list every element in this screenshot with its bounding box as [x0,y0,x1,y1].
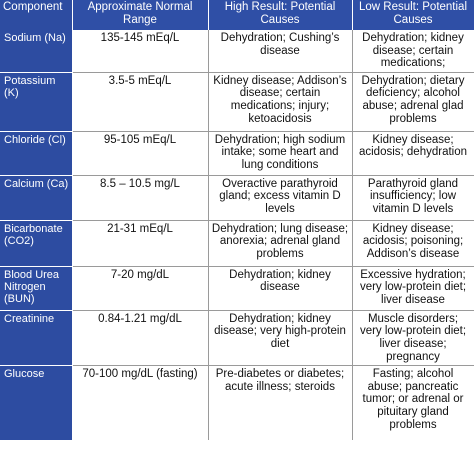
table-row [0,366,474,440]
header-high-result: High Result: Potential Causes [208,0,352,30]
table-row [0,30,474,72]
table-row [0,310,474,365]
header-low-result: Low Result: Potential Causes [352,0,474,30]
range-cell: 7-20 mg/dL [72,266,208,310]
component-cell: Bicarbonate (CO2) [0,220,72,266]
low-cause-cell: Dehydration; kidney disease; certain medications; [352,30,474,72]
table-row [0,266,474,310]
low-cause-cell: Kidney disease; acidosis; poisoning; Addison’s disease [352,220,474,266]
component-cell: Sodium (Na) [0,30,72,72]
component-cell: Blood Urea Nitrogen (BUN) [0,266,72,310]
high-cause-cell: Dehydration; kidney disease [208,266,352,310]
high-cause-cell: Dehydration; high sodium intake; some heart and lung conditions [208,131,352,175]
high-cause-cell: Dehydration; lung disease; anorexia; adrenal gland problems [208,220,352,266]
high-cause-cell: Kidney disease; Addison’s disease; certain medications; injury; ketoacidosis [208,72,352,131]
low-cause-cell: Fasting; alcohol abuse; pancreatic tumor; or adrenal or pituitary gland problems [352,366,474,440]
component-cell: Chloride (Cl) [0,131,72,175]
range-cell: 21-31 mEq/L [72,220,208,266]
high-cause-cell: Dehydration; Cushing’s disease [208,30,352,72]
low-cause-cell: Parathyroid gland insufficiency; low vitamin D levels [352,175,474,220]
header-normal-range: Approximate Normal Range [72,0,208,30]
header-row [0,0,474,30]
high-cause-cell: Overactive parathyroid gland; excess vitamin D levels [208,175,352,220]
low-cause-cell: Excessive hydration; very low-protein diet; liver disease [352,266,474,310]
high-cause-cell: Dehydration; kidney disease; very high-protein diet [208,310,352,365]
range-cell: 3.5-5 mEq/L [72,72,208,131]
component-cell: Potassium (K) [0,72,72,131]
range-cell: 8.5 – 10.5 mg/L [72,175,208,220]
low-cause-cell: Muscle disorders; very low-protein diet; liver disease; pregnancy [352,310,474,365]
table-row [0,131,474,175]
range-cell: 95-105 mEq/L [72,131,208,175]
table-row [0,72,474,131]
component-cell: Creatinine [0,310,72,365]
range-cell: 0.84-1.21 mg/dL [72,310,208,365]
range-cell: 70-100 mg/dL (fasting) [72,366,208,440]
header-component: Component [0,0,72,30]
low-cause-cell: Kidney disease; acidosis; dehydration [352,131,474,175]
range-cell: 135-145 mEq/L [72,30,208,72]
table-row [0,220,474,266]
high-cause-cell: Pre-diabetes or diabetes; acute illness; steroids [208,366,352,440]
component-cell: Glucose [0,366,72,440]
component-cell: Calcium (Ca) [0,175,72,220]
low-cause-cell: Dehydration; dietary deficiency; alcohol abuse; adrenal glad problems [352,72,474,131]
table-row [0,175,474,220]
